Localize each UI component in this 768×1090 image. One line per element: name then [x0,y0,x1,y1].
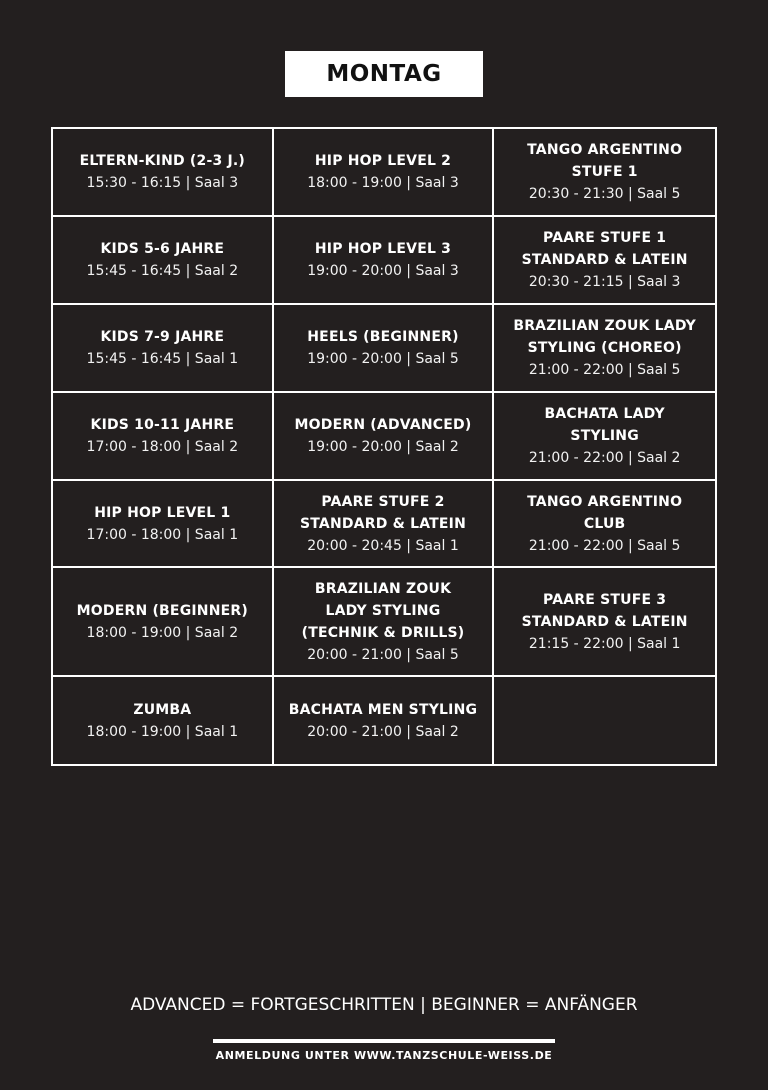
course-time: 15:45 - 16:45 | Saal 1 [86,351,239,367]
course-cell [494,217,715,305]
course-time: 18:00 - 19:00 | Saal 2 [86,624,239,641]
course-title: HIP HOP LEVEL 1 [94,504,231,521]
course-cell [53,481,274,568]
course-time: 15:45 - 16:45 | Saal 2 [86,263,239,279]
course-cell [274,305,495,393]
course-time: 17:00 - 18:00 | Saal 1 [86,526,239,543]
course-title: MODERN (BEGINNER) [76,602,248,619]
course-time: 15:30 - 16:15 | Saal 3 [86,175,239,191]
course-title: BRAZILIAN ZOUK LADY STYLING (TECHNIK & DRILLS) [301,580,465,641]
course-title: PAARE STUFE 2 STANDARD & LATEIN [299,493,466,532]
course-cell [494,129,715,217]
course-title: KIDS 5-6 JAHRE [100,241,225,257]
course-time: 17:00 - 18:00 | Saal 2 [86,439,239,455]
course-cell [494,305,715,393]
course-time: 20:30 - 21:30 | Saal 5 [528,186,681,202]
course-title: PAARE STUFE 3 STANDARD & LATEIN [521,591,688,630]
course-time: 20:30 - 21:15 | Saal 3 [528,274,681,290]
course-time: 19:00 - 20:00 | Saal 5 [307,351,459,367]
course-title: BRAZILIAN ZOUK LADY STYLING (CHOREO) [513,318,696,356]
course-cell [274,568,495,677]
course-time: 19:00 - 20:00 | Saal 2 [307,439,459,455]
course-title: HEELS (BEGINNER) [307,329,459,345]
course-time: 20:00 - 21:00 | Saal 5 [307,646,459,663]
course-title: HIP HOP LEVEL 3 [314,241,452,257]
course-title: BACHATA MEN STYLING [288,702,478,718]
course-time: 18:00 - 19:00 | Saal 1 [86,724,239,740]
course-cell [53,217,274,305]
course-title: BACHATA LADY STYLING [544,406,665,444]
course-cell [53,568,274,677]
course-cell [274,481,495,568]
course-time: 20:00 - 20:45 | Saal 1 [307,537,459,554]
course-cell [494,568,715,677]
course-cell [494,481,715,568]
course-cell [274,217,495,305]
course-time: 21:00 - 22:00 | Saal 5 [528,537,681,554]
course-cell [53,393,274,481]
course-title: KIDS 7-9 JAHRE [100,329,225,345]
course-cell [494,393,715,481]
course-time: 21:00 - 22:00 | Saal 5 [528,362,681,378]
course-cell [53,677,274,765]
course-title: PAARE STUFE 1 STANDARD & LATEIN [521,230,688,268]
course-cell [274,677,495,765]
course-time: 19:00 - 20:00 | Saal 3 [307,263,459,279]
course-title: ZUMBA [133,702,192,718]
course-title: MODERN (ADVANCED) [294,417,472,433]
course-title: TANGO ARGENTINO STUFE 1 [527,142,683,180]
course-time: 18:00 - 19:00 | Saal 3 [307,175,459,191]
course-cell [274,393,495,481]
course-time: 21:15 - 22:00 | Saal 1 [528,635,681,652]
day-title: MONTAG [285,51,483,97]
empty-cell [494,677,715,765]
schedule-grid [51,127,717,766]
divider [213,1039,555,1043]
level-legend: ADVANCED = FORTGESCHRITTEN | BEGINNER = ANFÄNGER [130,995,638,1015]
course-title: HIP HOP LEVEL 2 [314,153,452,169]
course-time: 21:00 - 22:00 | Saal 2 [528,450,681,466]
course-cell [274,129,495,217]
course-cell [53,305,274,393]
course-title: ELTERN-KIND (2-3 J.) [79,153,245,169]
course-title: TANGO ARGENTINO CLUB [527,493,683,532]
course-title: KIDS 10-11 JAHRE [90,417,235,433]
signup-link[interactable]: ANMELDUNG UNTER WWW.TANZSCHULE-WEISS.DE [215,1049,553,1062]
course-time: 20:00 - 21:00 | Saal 2 [307,724,459,740]
course-cell [53,129,274,217]
